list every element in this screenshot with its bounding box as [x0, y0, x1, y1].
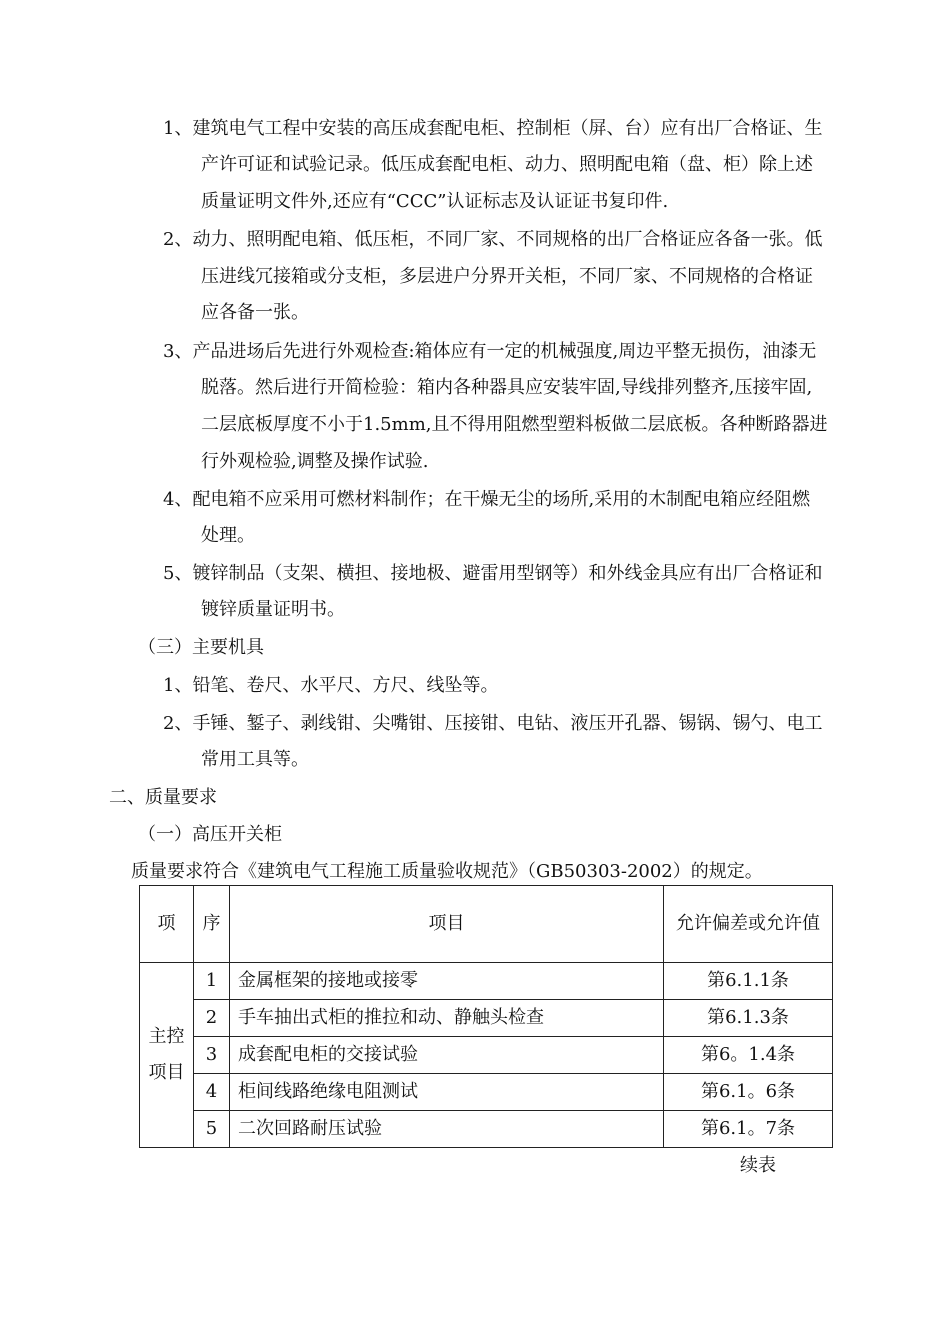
group-main-control: 主控项目: [140, 963, 194, 1148]
row-value: 第6.1.1条: [664, 963, 833, 1000]
quality-table: [139, 885, 833, 1148]
row-item: 二次回路耐压试验: [230, 1111, 664, 1148]
tools-item-1: 1、铅笔、卷尺、水平尺、方尺、线坠等。: [163, 675, 499, 696]
item-3-line-1: 3、产品进场后先进行外观检查:箱体应有一定的机械强度,周边平整无损伤，油漆无: [163, 341, 817, 362]
item-1-line-3: 质量证明文件外,还应有“CCC”认证标志及认证证书复印件.: [201, 191, 669, 212]
table-row: [140, 1000, 833, 1037]
subheading-tools: （三）主要机具: [138, 637, 264, 658]
item-4-line-1: 4、配电箱不应采用可燃材料制作；在干燥无尘的场所,采用的木制配电箱应经阻燃: [163, 489, 811, 510]
tools-item-2-line-1: 2、手锤、錾子、剥线钳、尖嘴钳、压接钳、电钻、液压开孔器、锡锅、锡勺、电工: [163, 713, 823, 734]
row-value: 第6.1。6条: [664, 1074, 833, 1111]
item-1-line-1: 1、建筑电气工程中安装的高压成套配电柜、控制柜（屏、台）应有出厂合格证、生: [163, 118, 823, 139]
row-item: 柜间线路绝缘电阻测试: [230, 1074, 664, 1111]
row-value: 第6.1.3条: [664, 1000, 833, 1037]
subheading-hv-cabinet: （一）高压开关柜: [138, 824, 282, 845]
row-no: 3: [194, 1037, 230, 1074]
item-2-line-2: 压进线冗接箱或分支柜，多层进户分界开关柜，不同厂家、不同规格的合格证: [201, 266, 813, 287]
item-3-line-4: 行外观检验,调整及操作试验.: [201, 451, 429, 472]
item-1-line-2: 产许可证和试验记录。低压成套配电柜、动力、照明配电箱（盘、柜）除上述: [201, 154, 813, 175]
table-row: [140, 1037, 833, 1074]
table-row: [140, 1074, 833, 1111]
row-no: 4: [194, 1074, 230, 1111]
row-no: 1: [194, 963, 230, 1000]
header-seq: 序: [194, 886, 230, 963]
header-item: 项目: [230, 886, 664, 963]
row-value: 第6.1。7条: [664, 1111, 833, 1148]
quality-standard-note: 质量要求符合《建筑电气工程施工质量验收规范》（GB50303-2002）的规定。: [131, 861, 763, 882]
table-header-row: [140, 886, 833, 963]
item-5-line-2: 镀锌质量证明书。: [201, 599, 345, 620]
continued-table-caption: 续表: [740, 1155, 776, 1176]
item-4-line-2: 处理。: [201, 525, 255, 546]
item-2-line-1: 2、动力、照明配电箱、低压柜，不同厂家、不同规格的出厂合格证应各备一张。低: [163, 229, 823, 250]
row-value: 第6。1.4条: [664, 1037, 833, 1074]
section-heading-quality: 二、质量要求: [109, 787, 217, 808]
item-5-line-1: 5、镀锌制品（支架、横担、接地极、避雷用型钢等）和外线金具应有出厂合格证和: [163, 563, 823, 584]
table-row: [140, 1111, 833, 1148]
item-3-line-3: 二层底板厚度不小于1.5mm,且不得用阻燃型塑料板做二层底板。各种断路器进: [201, 414, 828, 435]
header-tolerance: 允许偏差或允许值: [664, 886, 833, 963]
row-item: 金属框架的接地或接零: [230, 963, 664, 1000]
item-2-line-3: 应各备一张。: [201, 302, 309, 323]
row-no: 5: [194, 1111, 230, 1148]
tools-item-2-line-2: 常用工具等。: [201, 749, 309, 770]
row-item: 手车抽出式柜的推拉和动、静触头检查: [230, 1000, 664, 1037]
row-item: 成套配电柜的交接试验: [230, 1037, 664, 1074]
row-no: 2: [194, 1000, 230, 1037]
header-category: 项: [140, 886, 194, 963]
table-row: [140, 963, 833, 1000]
item-3-line-2: 脱落。然后进行开简检验：箱内各种器具应安装牢固,导线排列整齐,压接牢固,: [201, 377, 813, 398]
